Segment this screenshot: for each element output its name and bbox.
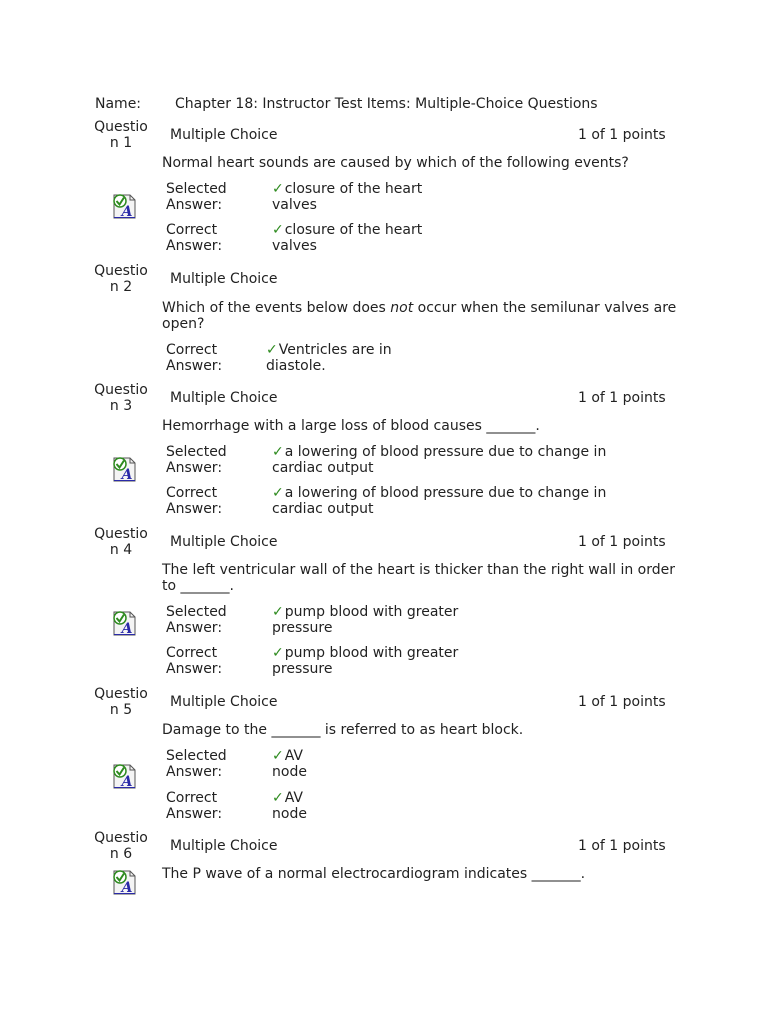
correct-answer-value: [272, 485, 612, 517]
question-label: Question 4: [94, 526, 148, 558]
graded-correct-icon: [110, 762, 138, 790]
selected-answer-text: AV node: [272, 748, 307, 780]
question-label: Question 2: [94, 263, 148, 295]
question-text: [162, 300, 678, 332]
correct-answer-text: closure of the heart valves: [272, 222, 423, 254]
check-icon: ✓: [272, 485, 284, 501]
question-text-part: Which of the events below does: [162, 300, 391, 316]
svg-text:A: A: [121, 621, 133, 637]
question-type: Multiple Choice: [170, 390, 278, 406]
question-text-part: occur when the semilunar valves are open?: [162, 300, 677, 332]
question-text: Hemorrhage with a large loss of blood causes _______.: [162, 418, 540, 434]
check-icon: ✓: [272, 181, 284, 197]
selected-answer-value: [272, 444, 612, 476]
correct-answer-label: Correct Answer:: [166, 485, 223, 517]
correct-answer-label: Correct Answer:: [166, 645, 223, 677]
check-icon: ✓: [272, 222, 284, 238]
svg-text:A: A: [121, 880, 133, 896]
correct-answer-value: [272, 645, 462, 677]
question-text: The left ventricular wall of the heart is thicker than the right wall in order to _______.: [162, 562, 676, 594]
selected-answer-label: Selected Answer:: [166, 748, 227, 780]
question-type: Multiple Choice: [170, 271, 278, 287]
correct-answer-text: pump blood with greater pressure: [272, 645, 459, 677]
correct-answer-label: Correct Answer:: [166, 342, 223, 374]
selected-answer-text: closure of the heart valves: [272, 181, 423, 213]
check-icon: ✓: [266, 342, 278, 358]
question-type: Multiple Choice: [170, 694, 278, 710]
page-title: Chapter 18: Instructor Test Items: Multiple-Choice Questions: [175, 96, 598, 112]
svg-text:A: A: [121, 204, 133, 220]
selected-answer-value: [272, 181, 432, 213]
question-label: Question 1: [94, 119, 148, 151]
question-points: 1 of 1 points: [578, 127, 666, 143]
correct-answer-label: Correct Answer:: [166, 790, 223, 822]
question-text-emphasis: not: [390, 300, 414, 316]
correct-answer-text: Ventricles are in diastole.: [266, 342, 392, 374]
question-text: The P wave of a normal electrocardiogram indicates _______.: [162, 866, 586, 882]
question-points: 1 of 1 points: [578, 838, 666, 854]
name-label: Name:: [95, 96, 142, 112]
question-label: Question 5: [94, 686, 148, 718]
correct-answer-value: [272, 222, 432, 254]
correct-answer-value: [272, 790, 312, 822]
graded-correct-icon: [110, 868, 138, 896]
graded-correct-icon: [110, 192, 138, 220]
correct-answer-text: a lowering of blood pressure due to change in cardiac output: [272, 485, 607, 517]
question-type: Multiple Choice: [170, 838, 278, 854]
question-type: Multiple Choice: [170, 127, 278, 143]
check-icon: ✓: [272, 645, 284, 661]
question-label: Question 6: [94, 830, 148, 862]
selected-answer-value: [272, 604, 462, 636]
question-points: 1 of 1 points: [578, 390, 666, 406]
correct-answer-value: [266, 342, 406, 374]
question-text: Damage to the _______ is referred to as heart block.: [162, 722, 524, 738]
question-points: 1 of 1 points: [578, 534, 666, 550]
graded-correct-icon: [110, 455, 138, 483]
check-icon: ✓: [272, 444, 284, 460]
question-points: 1 of 1 points: [578, 694, 666, 710]
correct-answer-label: Correct Answer:: [166, 222, 223, 254]
question-text: Normal heart sounds are caused by which of the following events?: [162, 155, 629, 171]
selected-answer-text: a lowering of blood pressure due to change in cardiac output: [272, 444, 607, 476]
selected-answer-label: Selected Answer:: [166, 604, 227, 636]
selected-answer-text: pump blood with greater pressure: [272, 604, 459, 636]
check-icon: ✓: [272, 790, 284, 806]
svg-text:A: A: [121, 467, 133, 483]
question-label: Question 3: [94, 382, 148, 414]
check-icon: ✓: [272, 604, 284, 620]
graded-correct-icon: [110, 609, 138, 637]
question-type: Multiple Choice: [170, 534, 278, 550]
selected-answer-value: [272, 748, 312, 780]
selected-answer-label: Selected Answer:: [166, 444, 227, 476]
selected-answer-label: Selected Answer:: [166, 181, 227, 213]
correct-answer-text: AV node: [272, 790, 307, 822]
svg-text:A: A: [121, 774, 133, 790]
check-icon: ✓: [272, 748, 284, 764]
